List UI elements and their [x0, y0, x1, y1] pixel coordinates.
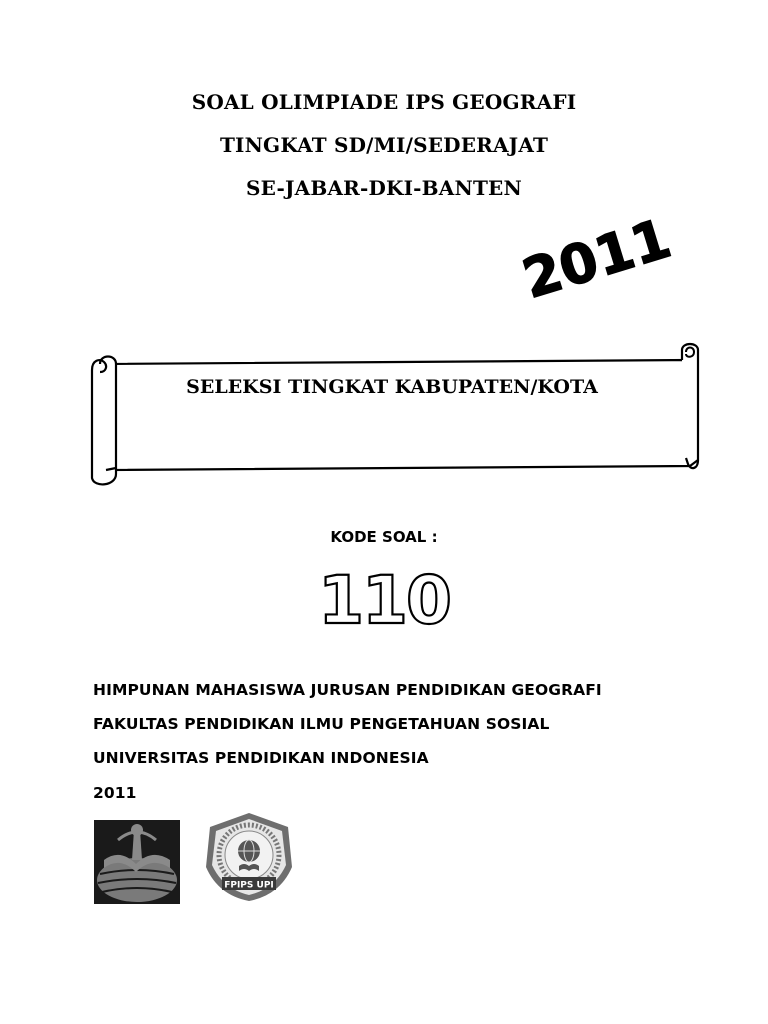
kode-soal-label: KODE SOAL : [330, 528, 438, 546]
institution-line-2: FAKULTAS PENDIDIKAN ILMU PENGETAHUAN SOSIAL [93, 715, 550, 733]
year-stamp [515, 205, 678, 315]
banner-label: SELEKSI TINGKAT KABUPATEN/KOTA [186, 376, 598, 398]
scroll-banner [82, 340, 702, 490]
title-line-2: TINGKAT SD/MI/SEDERAJAT [219, 133, 549, 157]
institution-line-3: UNIVERSITAS PENDIDIKAN INDONESIA [93, 749, 429, 767]
year-stamp-text: 2011 [515, 206, 678, 311]
fpips-upi-emblem-icon [202, 811, 296, 903]
fpips-logo-text: FPIPS UPI [224, 880, 274, 891]
title-line-3: SE-JABAR-DKI-BANTEN [246, 176, 522, 200]
institution-year: 2011 [93, 784, 137, 802]
title-line-1: SOAL OLIMPIADE IPS GEOGRAFI [191, 90, 577, 114]
kode-soal-value: 110 [318, 562, 450, 639]
kode-soal-number [318, 562, 450, 639]
upi-emblem-icon [94, 820, 180, 904]
institution-line-1: HIMPUNAN MAHASISWA JURUSAN PENDIDIKAN GEOGRAFI [93, 681, 602, 699]
